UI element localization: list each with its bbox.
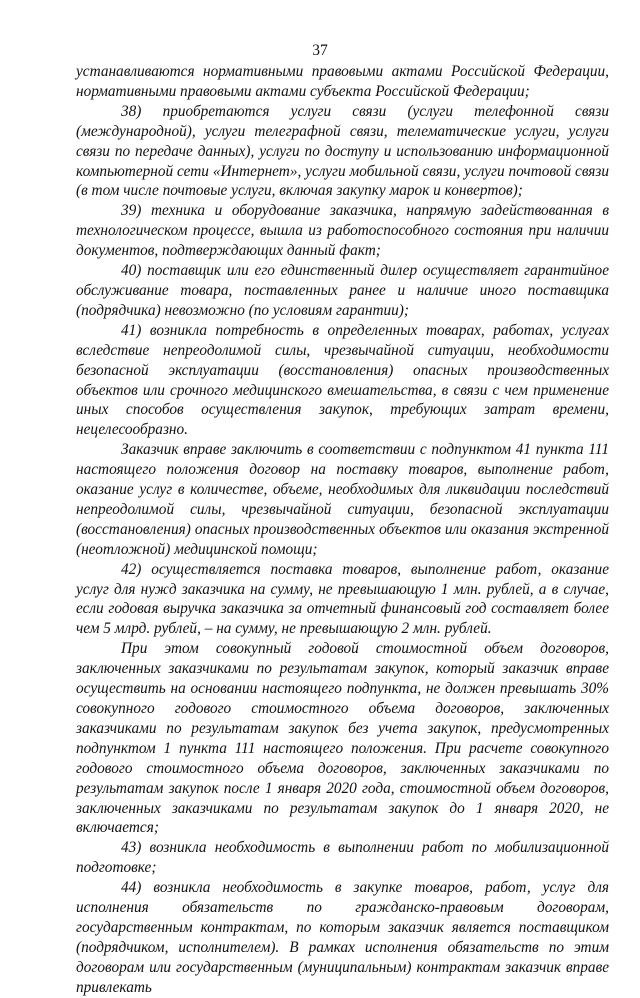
paragraph-item-39: 39) техника и оборудование заказчика, напрямую задействованная в технологическом процессе, вышла из работоспособного состояния при наличии документов, подтверждающих данный факт; — [76, 202, 609, 260]
paragraph-item-38: 38) приобретаются услуги связи (услуги телефонной связи (международной), услуги телеграфной связи, телематические услуги, услуги связи по передаче данных), услуги по доступу и использованию информационной компьютерной сети «Интернет», услуги мобильной связи, услуги почтовой связи (в том числе почтовые услуги, включая закупку марок и конвертов); — [76, 102, 609, 200]
paragraph-item-43: 43) возникла необходимость в выполнении работ по мобилизационной подготовке; — [76, 839, 609, 877]
paragraph-continuation: устанавливаются нормативными правовыми актами Российской Федерации, нормативными правовыми актами субъекта Российской Федерации; — [76, 63, 609, 100]
paragraph-item-42-note: При этом совокупный годовой стоимостной объем договоров, заключенных заказчиками по результатам закупок, который заказчик вправе осуществить на основании настоящего подпункта, не должен превышать 30% совокупного годового стоимостного объема договоров, заключенных заказчиками по результатам закупок без учета закупок, предусмотренных подпунктом 1 пункта 111 настоящего положения. При расчете совокупного годового стоимостного объема договоров, заключенных заказчиками по результатам закупок после 1 января 2020 года, стоимостной объем договоров, заключенных заказчиками по результатам закупок до 1 января 2020, не включается; — [76, 640, 609, 837]
paragraph-item-41: 41) возникла потребность в определенных товарах, работах, услугах вследствие непреодолимой силы, чрезвычайной ситуации, необходимости безопасной эксплуатации (восстановления) опасных производственных объектов или срочного медицинского вмешательства, в связи с чем применение иных способов осуществления закупок, требующих затрат времени, нецелесообразно. — [76, 321, 609, 439]
paragraph-item-42: 42) осуществляется поставка товаров, выполнение работ, оказание услуг для нужд заказчика на сумму, не превышающую 1 млн. рублей, а в случае, если годовая выручка заказчика за отчетный финансовый год составляет более чем 5 млрд. рублей, – на сумму, не превышающую 2 млн. рублей. — [76, 560, 609, 638]
paragraph-item-40: 40) поставщик или его единственный дилер осуществляет гарантийное обслуживание товара, поставленных ранее и наличие иного поставщика (подрядчика) невозможно (по условиям гарантии); — [76, 262, 609, 319]
paragraph-item-44: 44) возникла необходимость в закупке товаров, работ, услуг для исполнения обязательств по гражданско-правовым договорам, государственным контрактам, по которым заказчик является поставщиком (подрядчиком, исполнителем). В рамках исполнения обязательств по этим договорам или государственным (муниципальным) контрактам заказчик вправе привлекать — [76, 879, 609, 996]
document-body — [76, 62, 609, 998]
paragraph-item-41-note: Заказчик вправе заключить в соответствии с подпунктом 41 пункта 111 настоящего положения договор на поставку товаров, выполнение работ, оказание услуг в количестве, объеме, необходимых для ликвидации последствий непреодолимой силы, чрезвычайной ситуации, безопасной эксплуатации (восстановления) опасных производственных объектов или оказания экстренной (неотложной) медицинской помощи; — [76, 441, 609, 558]
page-number: 37 — [312, 42, 328, 59]
